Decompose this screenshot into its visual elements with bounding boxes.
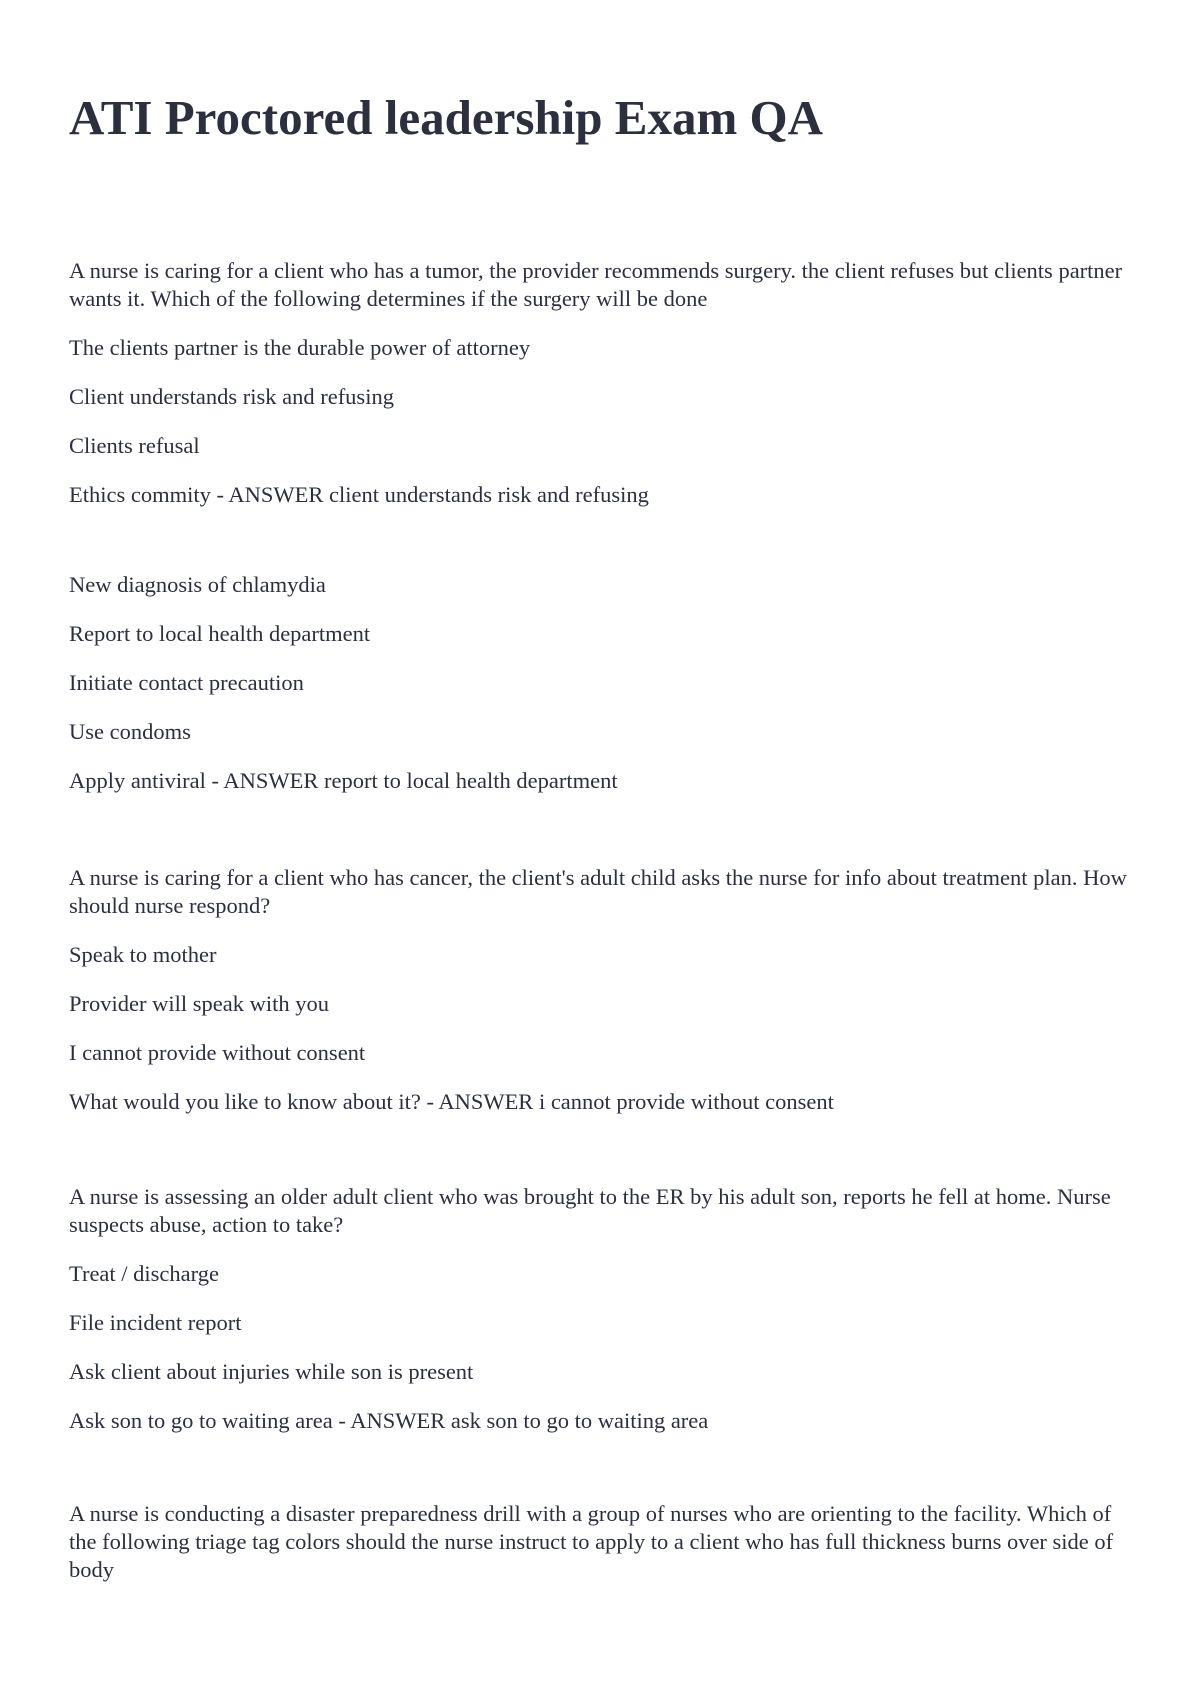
answer-option: Client understands risk and refusing xyxy=(69,384,394,409)
question-block-2 xyxy=(69,571,1129,795)
question-block-1 xyxy=(69,257,1129,509)
answer-option-with-answer: Ethics commity - ANSWER client understands risk and refusing xyxy=(69,482,649,507)
question-text: A nurse is caring for a client who has a tumor, the provider recommends surgery. the client refuses but clients partner wants it. Which of the following determines if the surgery will be done xyxy=(69,258,1123,311)
answer-option-with-answer: Ask son to go to waiting area - ANSWER ask son to go to waiting area xyxy=(69,1408,709,1433)
answer-option: Ask client about injuries while son is present xyxy=(69,1359,474,1384)
answer-option: I cannot provide without consent xyxy=(69,1040,366,1065)
page-title: ATI Proctored leadership Exam QA xyxy=(69,90,824,145)
answer-option: File incident report xyxy=(69,1310,242,1335)
answer-option: Treat / discharge xyxy=(69,1261,219,1286)
question-block-3 xyxy=(69,864,1129,1116)
answer-option: Report to local health department xyxy=(69,621,371,646)
answer-option-with-answer: What would you like to know about it? - ANSWER i cannot provide without consent xyxy=(69,1089,834,1114)
answer-option: Provider will speak with you xyxy=(69,991,329,1016)
question-text: A nurse is conducting a disaster preparedness drill with a group of nurses who are orienting to the facility. Which of the following triage tag colors should the nurse instruct to apply to a client who has full thickness burns over side of body xyxy=(69,1501,1114,1582)
answer-option-with-answer: Apply antiviral - ANSWER report to local health department xyxy=(69,768,618,793)
question-text: New diagnosis of chlamydia xyxy=(69,572,326,597)
question-text: A nurse is caring for a client who has cancer, the client's adult child asks the nurse for info about treatment plan. How should nurse respond? xyxy=(69,865,1127,918)
answer-option: Speak to mother xyxy=(69,942,217,967)
answer-option: The clients partner is the durable power of attorney xyxy=(69,335,531,360)
question-block-4 xyxy=(69,1183,1129,1435)
answer-option: Use condoms xyxy=(69,719,191,744)
answer-option: Clients refusal xyxy=(69,433,200,458)
question-block-5 xyxy=(69,1500,1129,1584)
question-text: A nurse is assessing an older adult client who was brought to the ER by his adult son, reports he fell at home. Nurse suspects abuse, action to take? xyxy=(69,1184,1111,1237)
answer-option: Initiate contact precaution xyxy=(69,670,304,695)
